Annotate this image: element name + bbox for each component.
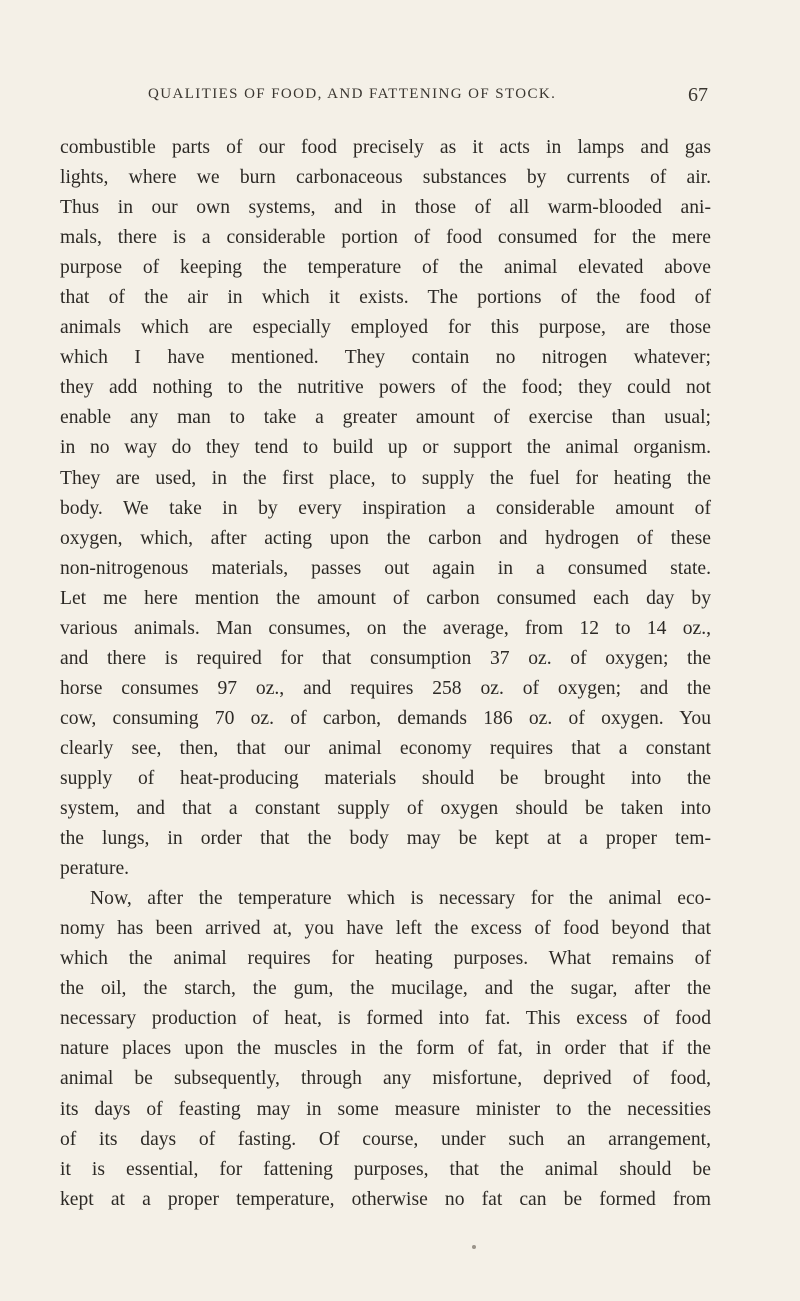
body-text bbox=[60, 133, 711, 1215]
text-line: Thus in our own systems, and in those of all warm-blooded ani- bbox=[60, 197, 711, 219]
ink-speck bbox=[472, 1245, 476, 1249]
text-line: supply of heat-producing materials should be brought into the bbox=[60, 767, 711, 789]
running-title: QUALITIES OF FOOD, AND FATTENING OF STOCK. bbox=[148, 86, 557, 102]
text-line: animal be subsequently, through any misfortune, deprived of food, bbox=[60, 1068, 711, 1090]
text-line: Let me here mention the amount of carbon consumed each day by bbox=[60, 587, 711, 609]
text-line: They are used, in the first place, to supply the fuel for heating the bbox=[60, 467, 711, 489]
text-line: nature places upon the muscles in the form of fat, in order that if the bbox=[60, 1038, 711, 1060]
text-line: enable any man to take a greater amount of exercise than usual; bbox=[60, 407, 711, 429]
text-line: nomy has been arrived at, you have left the excess of food beyond that bbox=[60, 918, 711, 940]
text-line: which I have mentioned. They contain no nitrogen whatever; bbox=[60, 347, 711, 369]
text-line: combustible parts of our food precisely as it acts in lamps and gas bbox=[60, 137, 711, 158]
text-line: lights, where we burn carbonaceous substances by currents of air. bbox=[60, 167, 711, 189]
text-line: kept at a proper temperature, otherwise no fat can be formed from bbox=[60, 1188, 711, 1210]
text-line: mals, there is a considerable portion of food consumed for the mere bbox=[60, 227, 711, 249]
text-line: in no way do they tend to build up or support the animal organism. bbox=[60, 437, 711, 459]
text-line: and there is required for that consumption 37 oz. of oxygen; the bbox=[60, 647, 711, 669]
page-header bbox=[148, 86, 708, 114]
text-line: non-nitrogenous materials, passes out again in a consumed state. bbox=[60, 557, 711, 579]
text-line: that of the air in which it exists. The portions of the food of bbox=[60, 287, 711, 309]
text-line: cow, consuming 70 oz. of carbon, demands 186 oz. of oxygen. You bbox=[60, 707, 711, 729]
text-line: body. We take in by every inspiration a considerable amount of bbox=[60, 497, 711, 519]
text-line: system, and that a constant supply of oxygen should be taken into bbox=[60, 798, 711, 820]
text-line: purpose of keeping the temperature of the animal elevated above bbox=[60, 257, 711, 279]
text-line: Now, after the temperature which is necessary for the animal eco- bbox=[90, 888, 711, 910]
text-line: animals which are especially employed for this purpose, are those bbox=[60, 317, 711, 339]
text-line: it is essential, for fattening purposes, that the animal should be bbox=[60, 1158, 711, 1180]
text-line: the oil, the starch, the gum, the mucilage, and the sugar, after the bbox=[60, 978, 711, 1000]
text-line: clearly see, then, that our animal economy requires that a constant bbox=[60, 737, 711, 759]
text-line: various animals. Man consumes, on the average, from 12 to 14 oz., bbox=[60, 617, 711, 639]
text-line: they add nothing to the nutritive powers of the food; they could not bbox=[60, 377, 711, 399]
text-line: the lungs, in order that the body may be kept at a proper tem- bbox=[60, 828, 711, 850]
text-line: perature. bbox=[60, 858, 130, 880]
text-line: which the animal requires for heating purposes. What remains of bbox=[60, 948, 711, 970]
text-line: its days of feasting may in some measure minister to the necessities bbox=[60, 1098, 711, 1120]
text-line: horse consumes 97 oz., and requires 258 oz. of oxygen; and the bbox=[60, 677, 711, 699]
text-line: oxygen, which, after acting upon the carbon and hydrogen of these bbox=[60, 527, 711, 549]
text-line: of its days of fasting. Of course, under such an arrangement, bbox=[60, 1128, 711, 1150]
page-number: 67 bbox=[688, 84, 708, 106]
text-line: necessary production of heat, is formed into fat. This excess of food bbox=[60, 1008, 711, 1030]
